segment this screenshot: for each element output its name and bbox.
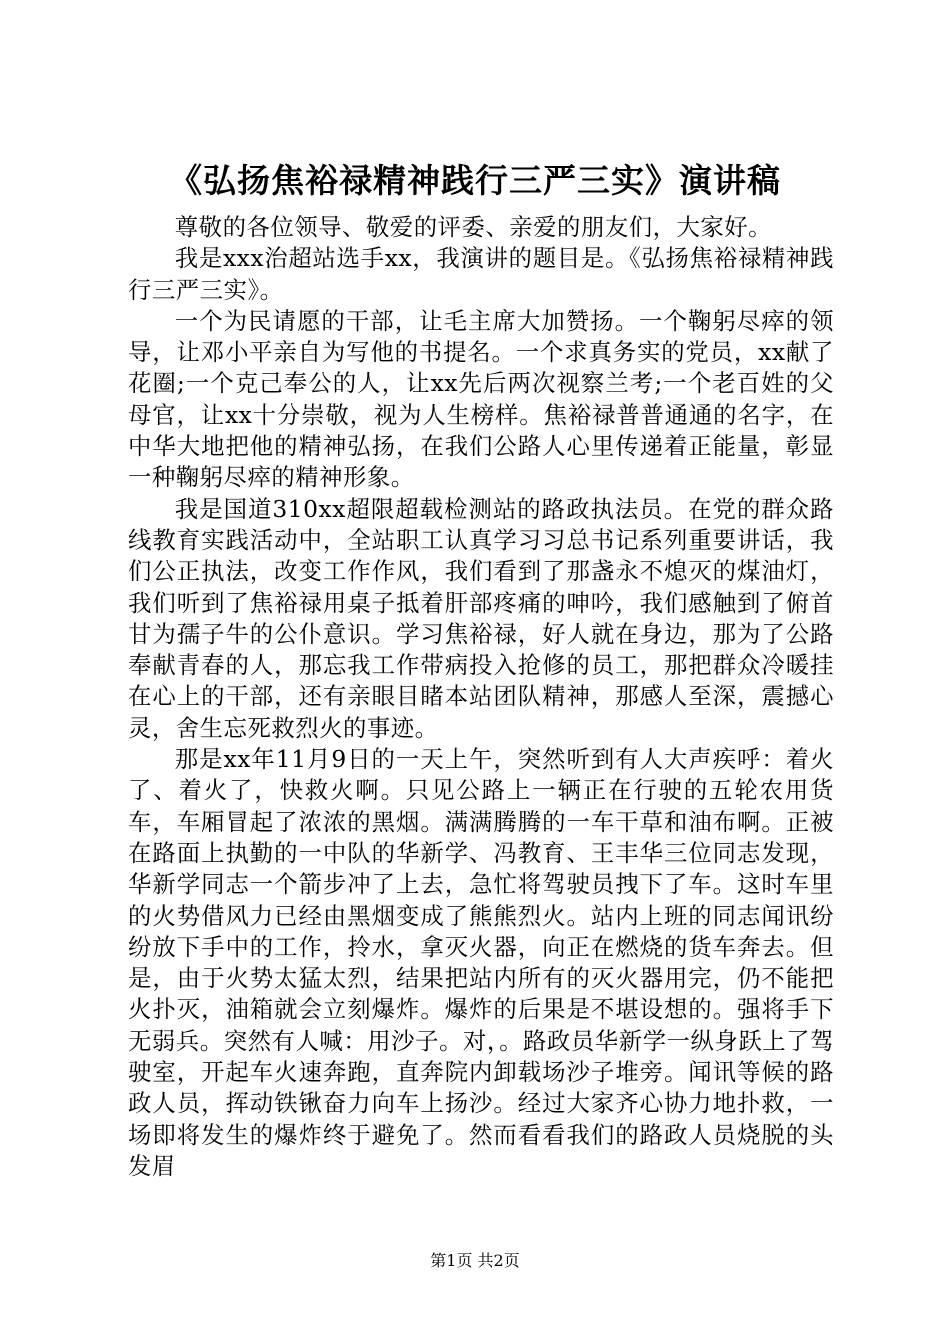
paragraph-station: 我是国道310xx超限超载检测站的路政执法员。在党的群众路线教育实践活动中，全站职工认真学习习总书记系列重要讲话，我们公正执法，改变工作作风，我们看到了那盏永不熄灭的煤油灯，我们听到了焦裕禄用桌子抵着肝部疼痛的呻吟，我们感触到了俯首甘为孺子牛的公仆意识。学习焦裕禄，好人就在身边，那为了公路奉献青春的人，那忘我工作带病投入抢修的员工，那把群众冷暖挂在心上的干部，还有亲眼目睹本站团队精神，那感人至深，震撼心灵，舍生忘死救烈火的事迹。 [128, 494, 834, 742]
page-number-footer: 第1页 共2页 [430, 1251, 520, 1270]
paragraph-jiao-yulu: 一个为民请愿的干部，让毛主席大加赞扬。一个鞠躬尽瘁的领导，让邓小平亲自为写他的书提名。一个求真务实的党员，xx献了花圈;一个克己奉公的人，让xx先后两次视察兰考;一个老百姓的父母官，让xx十分崇敬，视为人生榜样。焦裕禄普普通通的名字，在中华大地把他的精神弘扬，在我们公路人心里传递着正能量，彰显一种鞠躬尽瘁的精神形象。 [128, 306, 834, 492]
paragraph-greeting: 尊敬的各位领导、敬爱的评委、亲爱的朋友们，大家好。 [174, 213, 773, 241]
paragraph-fire-story: 那是xx年11月9日的一天上午，突然听到有人大声疾呼：着火了、着火了，快救火啊。只见公路上一辆正在行驶的五轮农用货车，车厢冒起了浓浓的黑烟。满满腾腾的一车干草和油布啊。正被在路面上执勤的一中队的华新学、冯教育、王丰华三位同志发现，华新学同志一个箭步冲了上去，急忙将驾驶员拽下了车。这时车里的火势借风力已经由黑烟变成了熊熊烈火。站内上班的同志闻讯纷纷放下手中的工作，拎水，拿灭火器，向正在燃烧的货车奔去。但是，由于火势太猛太烈，结果把站内所有的灭火器用完，仍不能把火扑灭，油箱就会立刻爆炸。爆炸的后果是不堪设想的。强将手下无弱兵。突然有人喊：用沙子。对，。路政员华新学一纵身跃上了驾驶室，开起车火速奔跑，直奔院内卸载场沙子堆旁。闻讯等候的路政人员，挥动铁锹奋力向车上扬沙。经过大家齐心协力地扑救，一场即将发生的爆炸终于避免了。然而看看我们的路政人员烧脱的头发眉 [128, 745, 834, 1180]
paragraph-introduction: 我是xxx治超站选手xx，我演讲的题目是。《弘扬焦裕禄精神践行三严三实》。 [128, 244, 834, 304]
document-body [128, 212, 834, 1182]
document-title: 《弘扬焦裕禄精神践行三严三实》演讲稿 [169, 161, 781, 200]
